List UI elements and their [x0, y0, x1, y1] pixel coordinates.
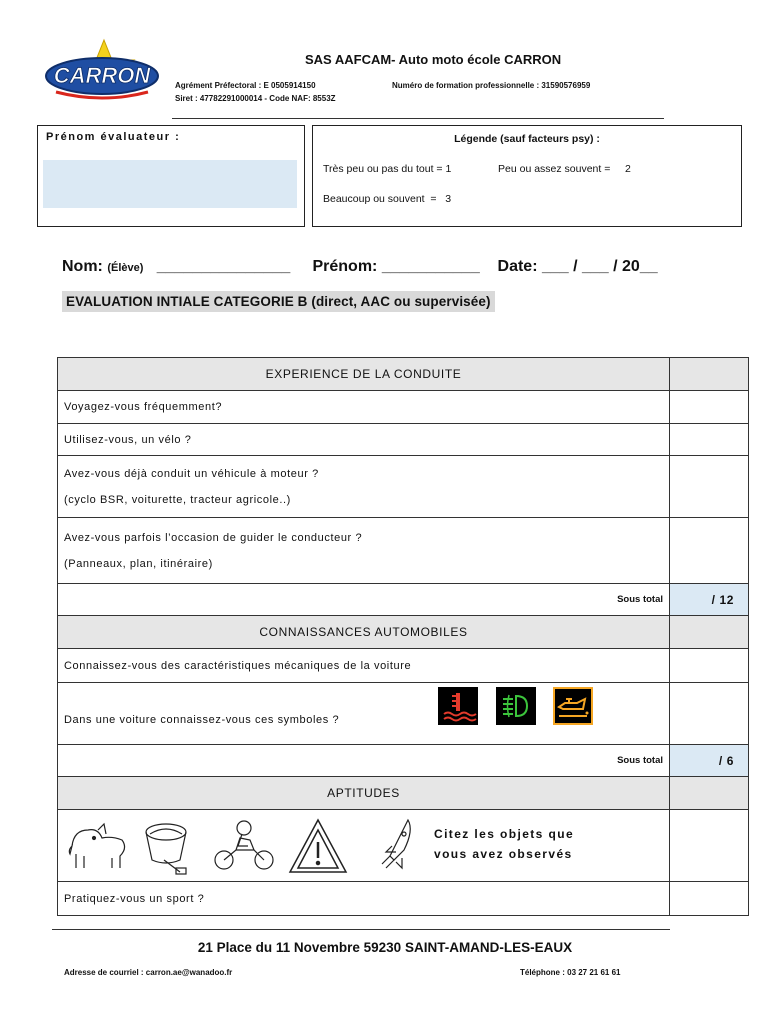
agrement-text: Agrément Préfectoral : E 0505914150 — [175, 81, 316, 90]
logo-text: CARRON — [53, 63, 151, 88]
dog-icon — [69, 824, 124, 868]
legend-box — [312, 125, 742, 227]
answer-cell[interactable] — [670, 649, 749, 683]
subtotal-score: / 12 — [670, 584, 749, 616]
nom-field[interactable]: _______________ — [156, 258, 291, 275]
oil-pressure-icon — [553, 687, 593, 725]
section-score-cell — [670, 616, 749, 649]
evaluation-table — [57, 357, 749, 916]
evaluator-label: Prénom évaluateur : — [46, 131, 181, 143]
legend-title: Légende (sauf facteurs psy) : — [454, 133, 600, 145]
student-info-line — [62, 258, 658, 276]
fog-light-icon — [496, 687, 536, 725]
numero-formation-text: Numéro de formation professionnelle : 31590576959 — [392, 81, 591, 90]
footer-address: 21 Place du 11 Novembre 59230 SAINT-AMAND-LES-EAUX — [197, 940, 573, 955]
question-velo: Utilisez-vous, un vélo ? — [58, 424, 670, 456]
section-aptitudes-title: APTITUDES — [58, 777, 670, 810]
question-guider — [58, 518, 670, 584]
answer-cell[interactable] — [670, 424, 749, 456]
answer-cell[interactable] — [670, 518, 749, 584]
rocket-icon — [382, 820, 410, 868]
prenom-field[interactable]: ___________ — [381, 258, 480, 275]
subtotal-label: Sous total — [58, 745, 670, 777]
question-vehicule-line2: (cyclo BSR, voiturette, tracteur agricole..) — [64, 493, 291, 506]
header-divider — [172, 118, 664, 119]
footer-email: Adresse de courriel : carron.ae@wanadoo.fr — [64, 968, 233, 977]
question-symboles-text: Dans une voiture connaissez-vous ces symboles ? — [64, 714, 340, 726]
legend-item-2: Peu ou assez souvent = 2 — [498, 163, 631, 175]
objects-observation-row — [58, 810, 670, 882]
question-guider-line2: (Panneaux, plan, itinéraire) — [64, 557, 213, 570]
date-field[interactable]: Date: ___ / ___ / 20__ — [497, 258, 658, 275]
legend-item-3: Beaucoup ou souvent = 3 — [323, 193, 452, 205]
question-vehicule-line1: Avez-vous déjà conduit un véhicule à moteur ? — [64, 467, 319, 480]
question-symboles — [58, 683, 670, 745]
question-mecanique: Connaissez-vous des caractéristiques mécaniques de la voiture — [58, 649, 670, 683]
question-voyage: Voyagez-vous fréquemment? — [58, 391, 670, 424]
section-score-cell — [670, 358, 749, 391]
company-title: SAS AAFCAM- Auto moto école CARRON — [305, 52, 562, 67]
evaluator-box — [37, 125, 305, 227]
subtotal-score: / 6 — [670, 745, 749, 777]
answer-cell[interactable] — [670, 810, 749, 882]
answer-cell[interactable] — [670, 456, 749, 518]
objects-strip — [64, 816, 424, 876]
answer-cell[interactable] — [670, 391, 749, 424]
objects-question — [434, 824, 574, 864]
eleve-label: (Élève) — [107, 262, 144, 274]
objects-question-line2: vous avez observés — [434, 847, 573, 861]
legend-item-1: Très peu ou pas du tout = 1 — [323, 163, 452, 175]
prenom-label: Prénom: — [312, 258, 378, 275]
question-sport: Pratiquez-vous un sport ? — [58, 882, 670, 916]
answer-cell[interactable] — [670, 683, 749, 745]
section-connaissances-title: CONNAISSANCES AUTOMOBILES — [58, 616, 670, 649]
question-vehicule — [58, 456, 670, 518]
warning-triangle-icon — [290, 820, 346, 872]
carron-logo — [42, 38, 162, 108]
dashboard-symbols — [438, 687, 607, 725]
question-guider-line1: Avez-vous parfois l’occasion de guider le conducteur ? — [64, 531, 363, 544]
coolant-temperature-icon — [438, 687, 478, 725]
answer-cell[interactable] — [670, 882, 749, 916]
observed-objects — [64, 816, 424, 879]
siret-text: Siret : 47782291000014 - Code NAF: 8553Z — [175, 94, 336, 103]
motorcyclist-icon — [215, 821, 273, 869]
objects-question-line1: Citez les objets que — [434, 827, 575, 841]
nom-label: Nom: — [62, 258, 103, 275]
subtotal-label: Sous total — [58, 584, 670, 616]
bucket-icon — [146, 824, 186, 874]
footer-phone: Téléphone : 03 27 21 61 61 — [520, 968, 621, 977]
section-score-cell — [670, 777, 749, 810]
evaluator-input[interactable] — [43, 160, 297, 208]
evaluation-title: EVALUATION INTIALE CATEGORIE B (direct, AAC ou supervisée) — [62, 291, 495, 312]
footer-divider — [52, 929, 670, 930]
section-experience-title: EXPERIENCE DE LA CONDUITE — [58, 358, 670, 391]
